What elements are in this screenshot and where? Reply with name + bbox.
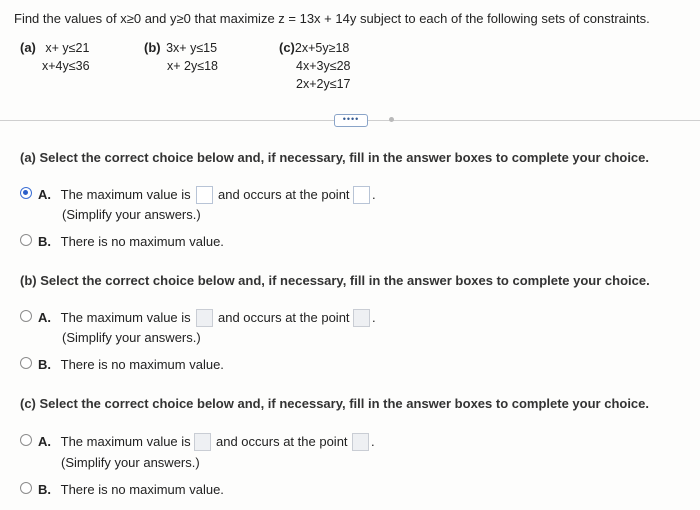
option-letter: A. bbox=[38, 434, 51, 449]
option-text-middle-a: and occurs at the point bbox=[218, 187, 350, 202]
constraint-c-line-2: 4x+3y≤28 bbox=[296, 59, 351, 73]
radio-a-option-a[interactable] bbox=[20, 187, 32, 199]
option-text-before: The maximum value is bbox=[60, 187, 191, 202]
option-b-a[interactable] bbox=[38, 310, 191, 325]
question-c: (c) Select the correct choice below and, if necessary, fill in the answer boxes to complete your choice. bbox=[20, 396, 650, 411]
option-letter: A. bbox=[38, 310, 51, 325]
constraint-c-line-1: 2x+5y≥18 bbox=[294, 41, 350, 55]
option-text-middle-c: and occurs at the point bbox=[216, 434, 348, 449]
option-text-before: The maximum value is bbox=[60, 310, 191, 325]
point-input-a[interactable] bbox=[353, 186, 370, 204]
option-letter: A. bbox=[38, 187, 51, 202]
max-value-input-c[interactable] bbox=[194, 433, 211, 451]
question-a: (a) Select the correct choice below and, if necessary, fill in the answer boxes to complete your choice. bbox=[20, 150, 650, 165]
simplify-note-c: (Simplify your answers.) bbox=[61, 455, 200, 470]
constraint-label-a: (a) bbox=[20, 40, 36, 55]
option-text-after-b: . bbox=[372, 310, 376, 325]
option-letter: B. bbox=[38, 482, 51, 497]
option-letter: B. bbox=[38, 234, 51, 249]
constraint-b-line-2: x+ 2y≤18 bbox=[167, 59, 218, 73]
radio-c-option-b[interactable] bbox=[20, 482, 32, 494]
radio-a-option-b[interactable] bbox=[20, 234, 32, 246]
divider-marker bbox=[389, 117, 394, 122]
constraints-a bbox=[20, 38, 89, 58]
option-c-a[interactable] bbox=[38, 434, 191, 449]
constraints-b bbox=[144, 38, 217, 58]
constraint-label-c: (c) bbox=[279, 40, 295, 55]
option-text-after-c: . bbox=[371, 434, 375, 449]
point-input-c[interactable] bbox=[352, 433, 369, 451]
option-b-b[interactable] bbox=[38, 357, 224, 372]
constraints-c bbox=[279, 38, 349, 58]
option-letter: B. bbox=[38, 357, 51, 372]
option-text: There is no maximum value. bbox=[60, 482, 224, 497]
question-b: (b) Select the correct choice below and, if necessary, fill in the answer boxes to complete your choice. bbox=[20, 273, 650, 288]
max-value-input-a[interactable] bbox=[196, 186, 213, 204]
constraint-c-line-3: 2x+2y≤17 bbox=[296, 77, 351, 91]
radio-b-option-b[interactable] bbox=[20, 357, 32, 369]
option-c-b[interactable] bbox=[38, 482, 224, 497]
constraint-label-b: (b) bbox=[144, 40, 161, 55]
option-text: There is no maximum value. bbox=[60, 234, 224, 249]
max-value-input-b[interactable] bbox=[196, 309, 213, 327]
radio-c-option-a[interactable] bbox=[20, 434, 32, 446]
option-a-b[interactable] bbox=[38, 234, 224, 249]
radio-b-option-a[interactable] bbox=[20, 310, 32, 322]
constraint-a-line-2: x+4y≤36 bbox=[42, 59, 90, 73]
simplify-note-a: (Simplify your answers.) bbox=[62, 207, 201, 222]
constraint-a-line-1: x+ y≤21 bbox=[45, 41, 90, 55]
option-text-before: The maximum value is bbox=[60, 434, 191, 449]
option-text: There is no maximum value. bbox=[60, 357, 224, 372]
simplify-note-b: (Simplify your answers.) bbox=[62, 330, 201, 345]
more-button[interactable]: •••• bbox=[334, 114, 368, 127]
option-text-after-a: . bbox=[372, 187, 376, 202]
point-input-b[interactable] bbox=[353, 309, 370, 327]
option-a-a[interactable] bbox=[38, 187, 191, 202]
option-text-middle-b: and occurs at the point bbox=[218, 310, 350, 325]
constraint-b-line-1: 3x+ y≤15 bbox=[166, 41, 218, 55]
problem-prompt: Find the values of x≥0 and y≥0 that maximize z = 13x + 14y subject to each of the following sets of constraints. bbox=[14, 11, 650, 26]
